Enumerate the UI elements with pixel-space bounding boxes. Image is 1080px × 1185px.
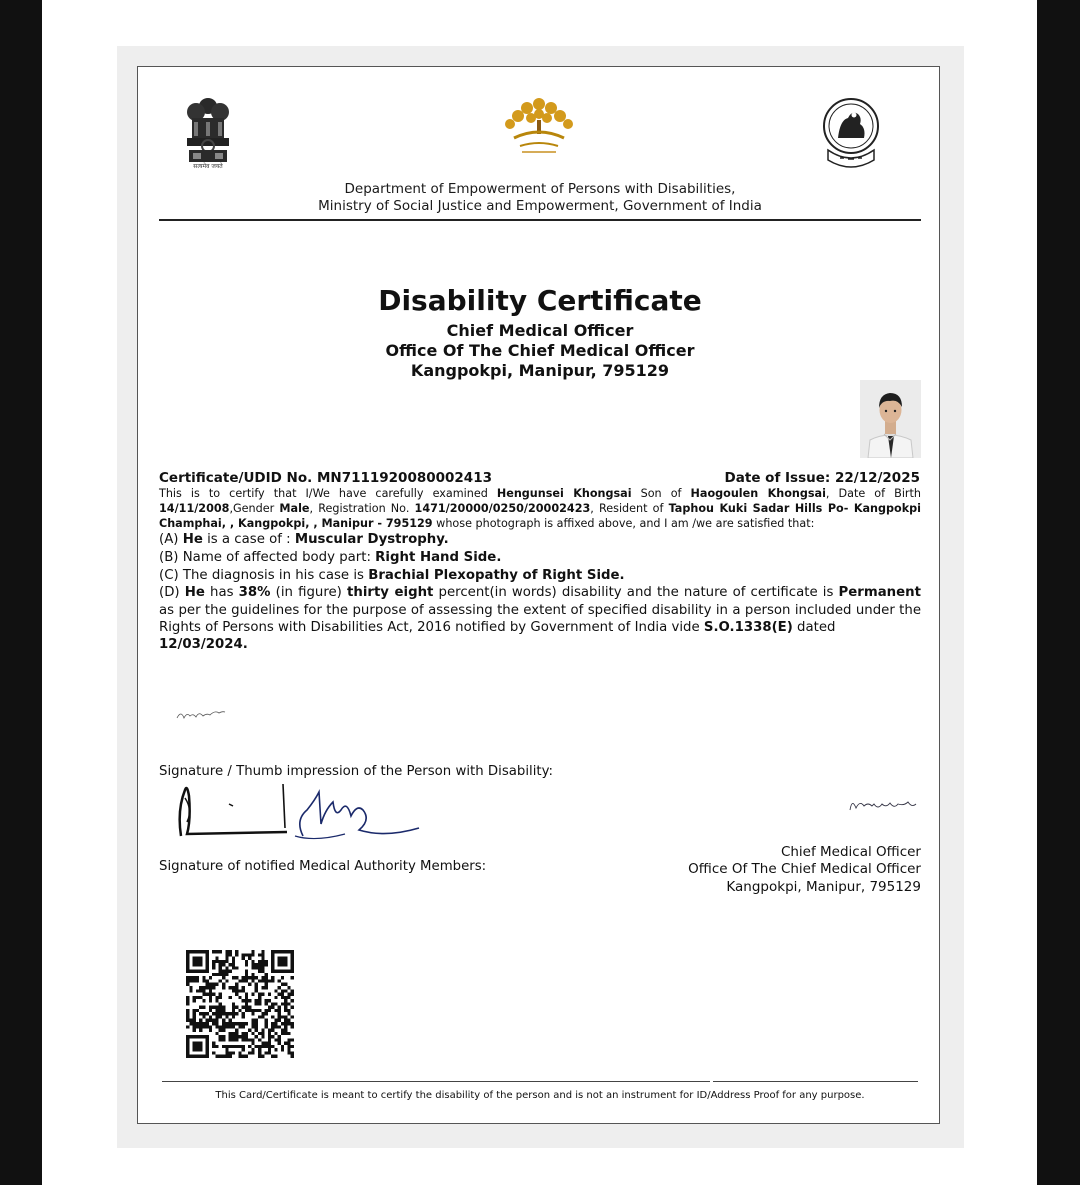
authority-signatures-image (175, 780, 425, 842)
issuer-title: Chief Medical Officer (446, 321, 634, 340)
clause-d-line-3: Rights of Persons with Disabilities Act, 2016 notified by Government of India vide S.O.1338(E) dated 12/03/2024. (159, 620, 836, 652)
disability-percent-words: thirty eight (347, 585, 434, 600)
clause-d-line-2: as per the guidelines for the purpose of assessing the extent of specified disability in a person included under the (159, 603, 921, 618)
emblem-motto: सत्यमेव जयते (193, 163, 223, 170)
footer-disclaimer: This Card/Certificate is meant to certify the disability of the person and is not an instrument for ID/Address Proof for any purpose. (215, 1090, 865, 1101)
qr-code (186, 950, 294, 1058)
accessible-india-logo-icon (500, 94, 578, 158)
address: Taphou Kuki Sadar Hills Po- Kangpokpi Champhai, , Kangpokpi, , Manipur - 795129 (159, 502, 922, 530)
applicant-photo (860, 380, 921, 458)
person-signature-label: Signature / Thumb impression of the Person with Disability: (159, 764, 554, 779)
footer-divider-left (162, 1081, 710, 1082)
gender: Male (279, 502, 310, 515)
department-line-2: Ministry of Social Justice and Empowerment, Government of India (318, 198, 762, 214)
notification-date: 12/03/2024. (159, 637, 248, 652)
issue-date: Date of Issue: 22/12/2025 (724, 470, 920, 486)
diagnosis: Brachial Plexopathy of Right Side. (368, 568, 625, 583)
issuer-office: Office Of The Chief Medical Officer (385, 341, 695, 360)
certificate-title: Disability Certificate (378, 284, 702, 317)
affected-body-part: Right Hand Side. (375, 550, 502, 565)
certificate-nature: Permanent (838, 585, 921, 600)
registration-number: 1471/20000/0250/20002423 (414, 502, 591, 515)
notification-number: S.O.1338(E) (703, 620, 793, 635)
disability-percent: 38% (238, 585, 271, 600)
viewer-left-bar (0, 0, 42, 1185)
date-of-birth: 14/11/2008 (159, 502, 230, 515)
issuer-address: Kangpokpi, Manipur, 795129 (410, 361, 670, 380)
clause-b: (B) Name of affected body part: Right Hand Side. (159, 550, 502, 565)
father-name: Haogoulen Khongsai (690, 487, 826, 500)
cmo-address: Kangpokpi, Manipur, 795129 (726, 879, 921, 895)
person-signature-image (175, 704, 227, 724)
cmo-signature-image (848, 794, 918, 816)
person-name: Hengunsei Khongsai (496, 487, 632, 500)
state-emblem-icon (818, 98, 884, 176)
udid-number: Certificate/UDID No. MN7111920080002413 (159, 470, 492, 486)
clause-a: (A) He is a case of : Muscular Dystrophy. (159, 532, 449, 547)
authority-signature-label: Signature of notified Medical Authority Members: (159, 859, 487, 874)
department-line-1: Department of Empowerment of Persons with Disabilities, (344, 181, 736, 197)
cmo-office: Office Of The Chief Medical Officer (688, 861, 921, 877)
clause-d: (D) He has 38% (in figure) thirty eight percent(in words) disability and the nature of certificate is Permanent (159, 585, 921, 600)
header-divider (159, 219, 921, 221)
clause-c: (C) The diagnosis in his case is Brachial Plexopathy of Right Side. (159, 568, 625, 583)
viewer-right-bar (1037, 0, 1080, 1185)
footer-divider-right (713, 1081, 918, 1082)
certification-paragraph: This is to certify that I/We have carefully examined Hengunsei Khongsai Son of Haogoulen Khongsai, Date of Birth 14/11/2008,Gender Male, Registration No. 1471/20000/0250/20002423, Resident of Taphou Kuki Sadar Hills Po- Kangpokpi Champhai, , Kangpokpi, , Manipur - 795129 whose photograph is affixed above, and I am /we are satisfied that: (159, 487, 922, 530)
cmo-title: Chief Medical Officer (780, 844, 921, 860)
disability-type: Muscular Dystrophy. (294, 532, 449, 547)
